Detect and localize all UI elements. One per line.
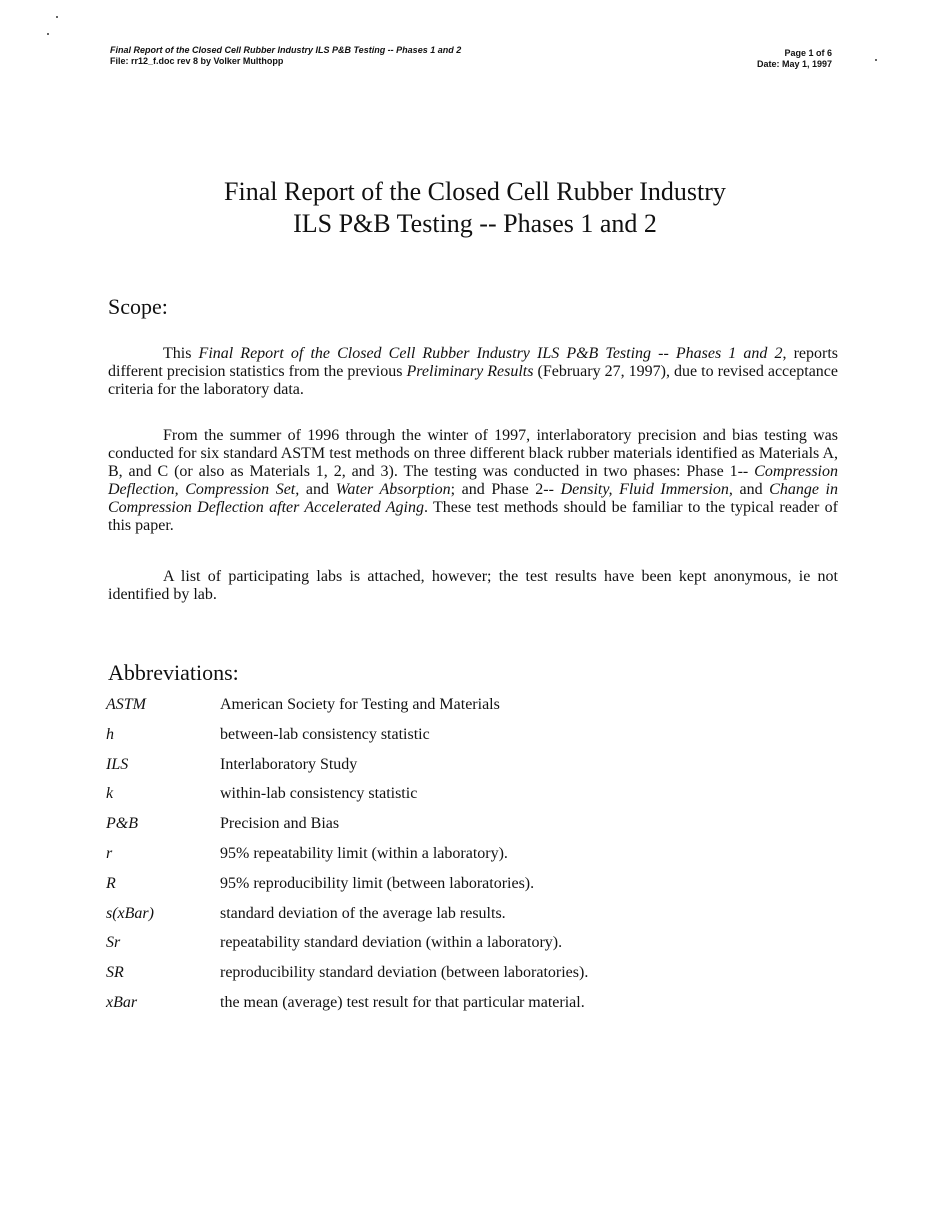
- abbreviation-definition: 95% reproducibility limit (between laboratories).: [220, 874, 535, 892]
- abbreviation-definition: reproducibility standard deviation (between laboratories).: [220, 964, 589, 982]
- abbreviation-term: k: [106, 785, 114, 803]
- abbreviation-row: [106, 994, 726, 1024]
- scan-speck: [56, 16, 58, 18]
- scope-paragraph-1: This Final Report of the Closed Cell Rubber Industry ILS P&B Testing -- Phases 1 and 2, reports different precision statistics from the previous Preliminary Results (February 27, 1997), due to revised acceptance criteria for the laboratory data.: [108, 345, 839, 398]
- abbreviation-row: [106, 726, 726, 756]
- abbreviation-term: ASTM: [106, 696, 146, 713]
- header-file-info: File: rr12_f.doc rev 8 by Volker Multhopp: [110, 56, 284, 66]
- abbreviations-list: [106, 696, 726, 1024]
- document-title: [0, 176, 950, 240]
- abbreviation-row: [106, 964, 726, 994]
- abbreviation-definition: between-lab consistency statistic: [220, 725, 430, 743]
- abbreviation-term: xBar: [106, 993, 138, 1011]
- abbreviation-definition: standard deviation of the average lab results.: [220, 904, 506, 922]
- scan-speck: [47, 33, 49, 35]
- header-report-title: Final Report of the Closed Cell Rubber Industry ILS P&B Testing -- Phases 1 and 2: [110, 45, 462, 55]
- abbreviation-definition: American Society for Testing and Materials: [220, 696, 500, 713]
- abbreviation-term: s(xBar): [106, 904, 154, 922]
- abbreviation-row: [106, 934, 726, 964]
- scope-paragraph-3: A list of participating labs is attached, however; the test results have been kept anonymous, ie not identified by lab.: [108, 568, 838, 603]
- abbreviation-row: [106, 815, 726, 845]
- abbreviation-term: r: [106, 844, 113, 862]
- abbreviation-definition: within-lab consistency statistic: [220, 785, 418, 803]
- abbreviation-term: R: [106, 874, 116, 892]
- abbreviation-row: [106, 845, 726, 875]
- abbreviation-definition: Precision and Bias: [220, 815, 340, 833]
- abbreviation-row: [106, 785, 726, 815]
- abbreviation-definition: Interlaboratory Study: [220, 755, 358, 773]
- abbreviation-term: h: [106, 725, 114, 743]
- abbreviation-term: SR: [106, 964, 124, 982]
- header-page-number: Page 1 of 6: [784, 48, 832, 58]
- running-header-right: [757, 48, 832, 70]
- abbreviation-row: [106, 696, 726, 726]
- abbreviation-term: ILS: [106, 755, 129, 773]
- header-date: Date: May 1, 1997: [756, 59, 832, 69]
- title-line-1: Final Report of the Closed Cell Rubber Industry: [224, 177, 726, 206]
- abbreviation-row: [106, 756, 726, 786]
- abbreviation-term: Sr: [106, 934, 121, 952]
- abbreviation-definition: the mean (average) test result for that particular material.: [220, 993, 585, 1011]
- scan-speck: [875, 59, 877, 61]
- scope-heading: Scope:: [108, 294, 168, 319]
- abbreviations-heading: Abbreviations:: [108, 660, 239, 685]
- abbreviation-row: [106, 905, 726, 935]
- abbreviation-term: P&B: [106, 815, 138, 833]
- abbreviation-row: [106, 875, 726, 905]
- scope-paragraph-2: From the summer of 1996 through the winter of 1997, interlaboratory precision and bias testing was conducted for six standard ASTM test methods on three different black rubber materials identified as Materials A, B, and C (or also as Materials 1, 2, and 3). The testing was conducted in two phases: Phase 1-- Compression Deflection, Compression Set, and Water Absorption; and Phase 2-- Density, Fluid Immersion, and Change in Compression Deflection after Accelerated Aging. These test methods should be familiar to the typical reader of this paper.: [108, 427, 838, 534]
- running-header-left: [110, 45, 461, 67]
- abbreviation-definition: 95% repeatability limit (within a laboratory).: [220, 844, 508, 862]
- abbreviation-definition: repeatability standard deviation (within a laboratory).: [220, 934, 563, 952]
- title-line-2: ILS P&B Testing -- Phases 1 and 2: [293, 209, 657, 238]
